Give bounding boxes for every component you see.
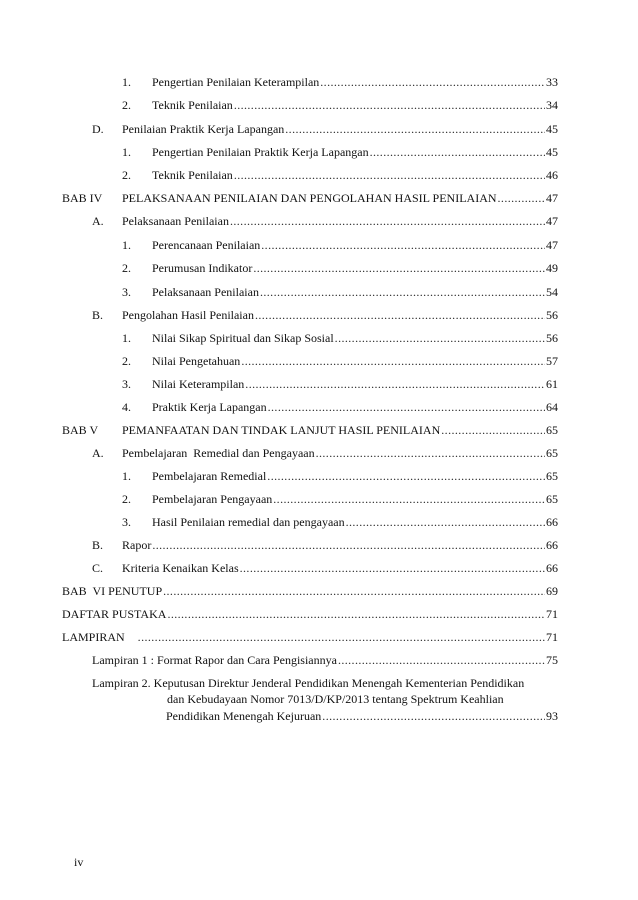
- toc-entry-title: Teknik Penilaian: [152, 98, 233, 112]
- toc-entry[interactable]: [122, 491, 558, 507]
- toc-entry-title: Pengertian Penilaian Praktik Kerja Lapangan: [152, 145, 369, 159]
- toc-entry-title: Rapor: [122, 538, 152, 552]
- toc-entry-number: 2.: [122, 168, 131, 182]
- toc-entry-title: Hasil Penilaian remedial dan pengayaan: [152, 515, 345, 529]
- toc-leader-dots: [255, 307, 545, 323]
- toc-entry-page: 56: [546, 331, 558, 345]
- toc-entry-page: 54: [546, 285, 558, 299]
- toc-entry-title: Kriteria Kenaikan Kelas: [122, 561, 239, 575]
- toc-entry-page: 93: [546, 709, 558, 723]
- toc-lampiran2-line3[interactable]: [166, 708, 558, 724]
- toc-leader-dots: [346, 514, 545, 530]
- toc-entry-title: Pelaksanaan Penilaian: [122, 214, 229, 228]
- toc-entry-title: Pelaksanaan Penilaian: [152, 285, 259, 299]
- toc-entry-page: 65: [546, 469, 558, 483]
- toc-entry-page: 56: [546, 308, 558, 322]
- page-number: iv: [74, 855, 84, 869]
- toc-entry-page: 61: [546, 377, 558, 391]
- toc-entry-number: 2.: [122, 354, 131, 368]
- toc-entry-number: 1.: [122, 331, 131, 345]
- toc-entry[interactable]: [122, 284, 558, 300]
- toc-entry[interactable]: [122, 468, 558, 484]
- toc-entry-number: 1.: [122, 145, 131, 159]
- toc-leader-dots: [260, 284, 545, 300]
- toc-entry-page: 34: [546, 98, 558, 112]
- toc-leader-dots: [338, 652, 545, 668]
- toc-leader-dots: [230, 213, 545, 229]
- toc-entry-page: 66: [546, 561, 558, 575]
- toc-entry-title: Perencanaan Penilaian: [152, 238, 261, 252]
- toc-entry[interactable]: [92, 445, 558, 461]
- toc-entry-title: DAFTAR PUSTAKA: [62, 607, 167, 621]
- toc-leader-dots: [335, 330, 545, 346]
- toc-entry-number: BAB V: [62, 423, 99, 437]
- toc-leader-dots: [268, 399, 545, 415]
- toc-entry-number: A.: [92, 214, 104, 228]
- toc-entry[interactable]: [122, 353, 558, 369]
- toc-entry-number: 2.: [122, 492, 131, 506]
- toc-entry-number: 2.: [122, 98, 131, 112]
- toc-leader-dots: [163, 583, 545, 599]
- toc-entry-page: 33: [546, 75, 558, 89]
- toc-entry[interactable]: [92, 213, 558, 229]
- toc-entry[interactable]: [92, 560, 558, 576]
- toc-entry-page: 49: [546, 261, 558, 275]
- toc-entry-page: 65: [546, 446, 558, 460]
- toc-entry-number: B.: [92, 538, 104, 552]
- toc-chapter-entry[interactable]: [62, 606, 558, 622]
- toc-entry-title: Pembelajaran Remedial dan Pengayaan: [122, 446, 315, 460]
- toc-entry[interactable]: [92, 652, 558, 668]
- toc-entry[interactable]: [122, 97, 558, 113]
- toc-entry-title: PEMANFAATAN DAN TINDAK LANJUT HASIL PENILAIAN: [122, 423, 441, 437]
- toc-entry-number: 1.: [122, 238, 131, 252]
- toc-leader-dots: [285, 121, 545, 137]
- toc-entry-number: 4.: [122, 400, 131, 414]
- toc-leader-dots: [152, 537, 545, 553]
- toc-entry-page: 66: [546, 538, 558, 552]
- toc-entry-title: Pengolahan Hasil Penilaian: [122, 308, 254, 322]
- toc-entry-number: C.: [92, 561, 104, 575]
- toc-entry-page: 65: [546, 423, 558, 437]
- toc-entry[interactable]: [92, 121, 558, 137]
- toc-entry-title: Penilaian Praktik Kerja Lapangan: [122, 122, 285, 136]
- toc-entry-title: Lampiran 1 : Format Rapor dan Cara Pengisiannya: [92, 653, 337, 667]
- toc-lampiran2-line2: dan Kebudayaan Nomor 7013/D/KP/2013 tentang Spektrum Keahlian: [167, 692, 504, 706]
- toc-entry-title: Pengertian Penilaian Keterampilan: [152, 75, 320, 89]
- toc-entry[interactable]: [122, 514, 558, 530]
- toc-entry-title: Nilai Keterampilan: [152, 377, 245, 391]
- toc-leader-dots: [273, 491, 545, 507]
- toc-leader-dots: [498, 190, 545, 206]
- toc-leader-dots: [167, 606, 545, 622]
- toc-leader-dots: [241, 353, 545, 369]
- toc-chapter-entry[interactable]: [62, 190, 558, 206]
- toc-entry-page: 47: [546, 214, 558, 228]
- toc-entry-number: B.: [92, 308, 104, 322]
- toc-entry-page: 45: [546, 145, 558, 159]
- toc-entry-number: 3.: [122, 515, 131, 529]
- toc-entry-number: BAB IV: [62, 191, 103, 205]
- toc-entry-title: Pembelajaran Pengayaan: [152, 492, 273, 506]
- toc-entry[interactable]: [122, 399, 558, 415]
- toc-chapter-entry[interactable]: [62, 583, 558, 599]
- toc-entry[interactable]: [122, 74, 558, 90]
- toc-entry-page: 45: [546, 122, 558, 136]
- toc-entry-page: 57: [546, 354, 558, 368]
- toc-leader-dots: [322, 708, 545, 724]
- toc-entry-title: PELAKSANAAN PENILAIAN DAN PENGOLAHAN HASIL PENILAIAN: [122, 191, 497, 205]
- toc-leader-dots: [234, 167, 545, 183]
- toc-entry-title: Teknik Penilaian: [152, 168, 233, 182]
- toc-entry-title: Nilai Pengetahuan: [152, 354, 241, 368]
- toc-entry-page: 64: [546, 400, 558, 414]
- toc-entry-title: Pendidikan Menengah Kejuruan: [166, 709, 322, 723]
- toc-entry-page: 66: [546, 515, 558, 529]
- toc-leader-dots: [267, 468, 545, 484]
- toc-entry[interactable]: [122, 260, 558, 276]
- toc-entry-title: Praktik Kerja Lapangan: [152, 400, 267, 414]
- toc-entry-page: 46: [546, 168, 558, 182]
- toc-entry-title: LAMPIRAN: [62, 630, 125, 644]
- toc-entry-title: Pembelajaran Remedial: [152, 469, 267, 483]
- toc-leader-dots: [370, 144, 545, 160]
- toc-entry[interactable]: [122, 376, 558, 392]
- toc-chapter-entry[interactable]: [62, 422, 558, 438]
- toc-entry-number: 3.: [122, 285, 131, 299]
- toc-entry-number: 2.: [122, 261, 131, 275]
- toc-entry[interactable]: [92, 307, 558, 323]
- toc-entry-number: 1.: [122, 469, 131, 483]
- toc-leader-dots: [138, 629, 545, 645]
- toc-leader-dots: [441, 422, 545, 438]
- toc-entry[interactable]: [122, 330, 558, 346]
- toc-leader-dots: [245, 376, 545, 392]
- toc-entry-number: 3.: [122, 377, 131, 391]
- toc-entry-page: 71: [546, 607, 558, 621]
- toc-entry[interactable]: [92, 537, 558, 553]
- toc-leader-dots: [234, 97, 545, 113]
- toc-entry-page: 69: [546, 584, 558, 598]
- toc-entry-page: 71: [546, 630, 558, 644]
- toc-entry[interactable]: [122, 167, 558, 183]
- toc-entry[interactable]: [122, 144, 558, 160]
- toc-leader-dots: [320, 74, 545, 90]
- toc-entry-page: 65: [546, 492, 558, 506]
- toc-entry-number: A.: [92, 446, 104, 460]
- toc-entry-title: Nilai Sikap Spiritual dan Sikap Sosial: [152, 331, 334, 345]
- toc-entry-page: 47: [546, 238, 558, 252]
- toc-entry-number: 1.: [122, 75, 131, 89]
- toc-entry-title: BAB VI PENUTUP: [62, 584, 163, 598]
- toc-lampiran2-line1[interactable]: Lampiran 2. Keputusan Direktur Jenderal Pendidikan Menengah Kementerian Pendidikan: [92, 676, 525, 690]
- toc-leader-dots: [261, 237, 545, 253]
- toc-leader-dots: [316, 445, 545, 461]
- toc-entry-title: Perumusan Indikator: [152, 261, 253, 275]
- toc-entry-number: D.: [92, 122, 104, 136]
- toc-entry-page: 47: [546, 191, 558, 205]
- toc-chapter-entry[interactable]: [62, 629, 558, 645]
- toc-entry[interactable]: [122, 237, 558, 253]
- toc-leader-dots: [240, 560, 545, 576]
- toc-entry-page: 75: [546, 653, 558, 667]
- toc-leader-dots: [253, 260, 545, 276]
